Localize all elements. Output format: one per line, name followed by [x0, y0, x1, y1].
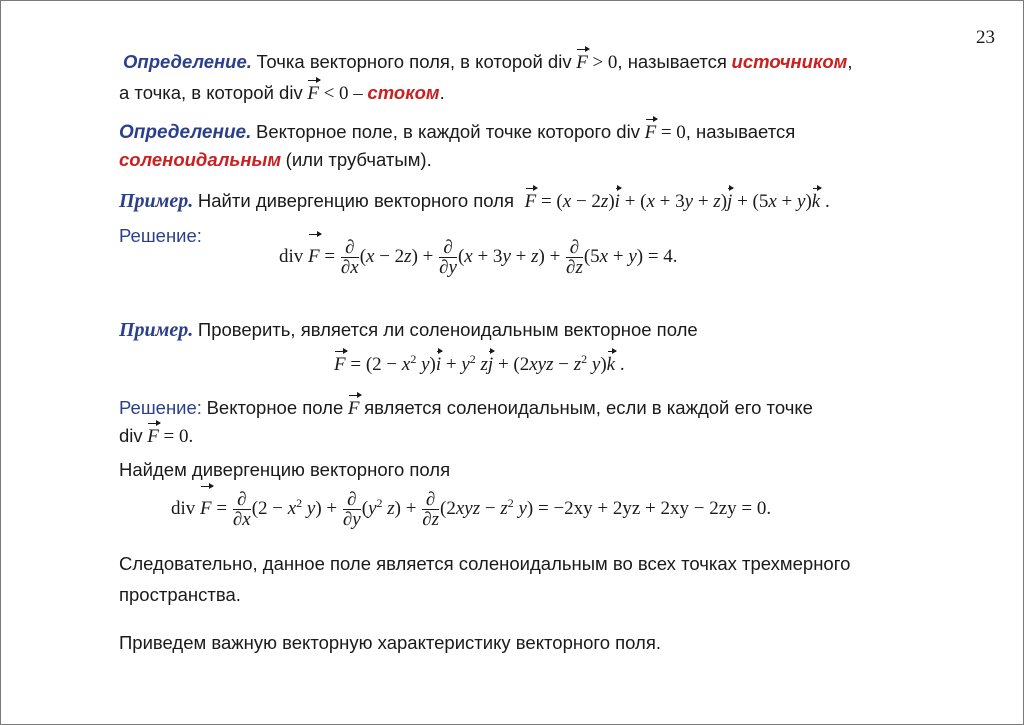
conclusion-line-1: Следовательно, данное поле является соленоидальным во всех точках трехмерного — [119, 553, 851, 574]
example-2-line: Пример. Проверить, является ли соленоидальным векторное поле — [119, 319, 698, 341]
vector-F: F — [576, 52, 588, 73]
term-source: источником — [731, 51, 848, 72]
example-2-field-formula: $F = (2 - x^2$ $y)i + y^2$ zj + ($2xyz - z^2$ y)k . — [334, 352, 625, 375]
definition-1-label: Определение. — [123, 51, 252, 72]
example-1-field-formula: F = (x − 2z)i + (x + 3y + z)j + (5x + y)k . — [524, 191, 830, 212]
final-text: Приведем важную векторную характеристику векторного поля. — [119, 632, 661, 653]
example-1-line: Пример. Найти дивергенцию векторного поля F = (x − 2z)i + (x + 3y + z)j + (5x + y)k . — [119, 190, 830, 212]
example-2-label: Пример. — [119, 319, 194, 341]
example-1-solution-label: Решение: — [119, 225, 202, 246]
example-2-solution-line-2: div F = 0. — [119, 425, 194, 447]
term-sink: стоком — [367, 82, 440, 103]
definition-1-line-2: а точка, в которой div F < 0 – стоком. — [119, 82, 445, 104]
definition-2-label: Определение. — [119, 122, 252, 143]
example-2-solution-label: Решение: — [119, 397, 202, 418]
example-1-label: Пример. — [119, 190, 194, 212]
conclusion-line-2: пространства. — [119, 584, 241, 605]
find-divergence-text: Найдем дивергенцию векторного поля — [119, 459, 451, 480]
example-2-divergence-formula: div F = $\frac{\partial}{\partial x}$ ($2 - x^2$ y) + $\frac{\partial}{\partial y}$ ($y^2$ z) + $\frac{\partial}{\partial z}$ ($2xyz - z^2$ y) = −2xy + 2yz + 2xy − 2zy = 0. — [171, 489, 772, 531]
term-solenoidal: соленоидальным — [119, 149, 282, 170]
example-2-solution-line-1: Решение: Векторное поле F является соленоидальным, если в каждой его точке — [119, 397, 813, 419]
definition-1-line-1: Определение. Точка векторного поля, в которой div F > 0, называется источником, — [123, 51, 853, 73]
page-number: 23 — [976, 27, 995, 48]
definition-2-line-1: Определение. Векторное поле, в каждой точке которого div F = 0, называется — [119, 121, 796, 143]
example-1-divergence-formula: div F = $\frac{\partial}{\partial x}$ (x − 2z) + $\frac{\partial}{\partial y}$ (x + 3y + z) + $\frac{\partial}{\partial z}$ (5x + y) = 4. — [279, 237, 678, 279]
definition-2-line-2: соленоидальным (или трубчатым). — [119, 149, 432, 170]
